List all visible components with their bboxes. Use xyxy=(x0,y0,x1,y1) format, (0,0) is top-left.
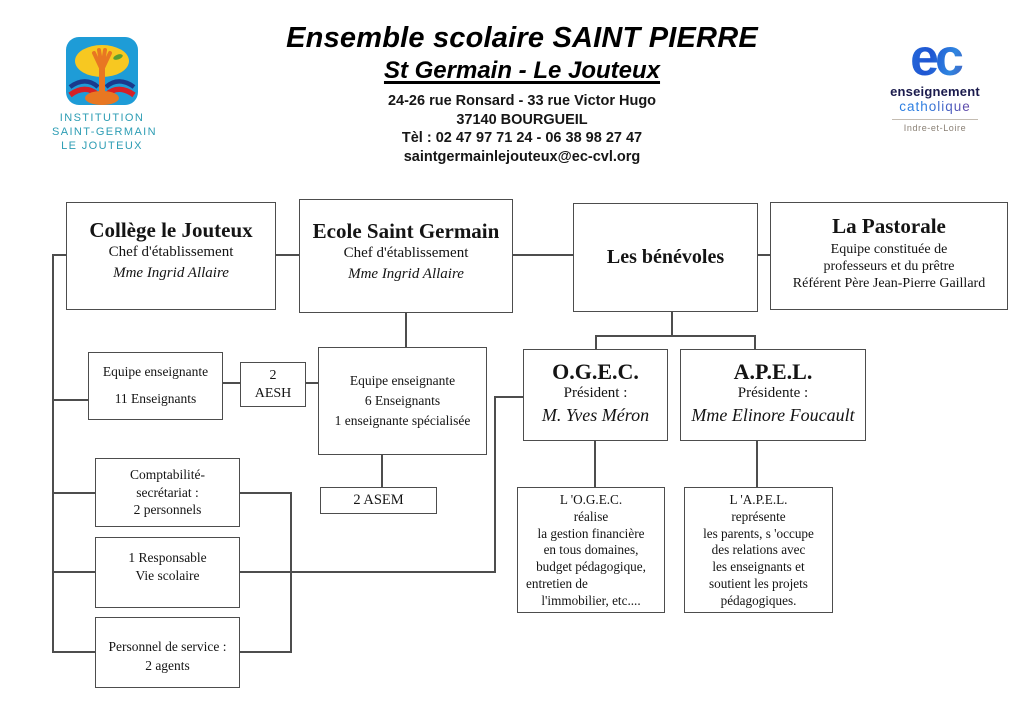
box-line: la gestion financière xyxy=(537,525,645,541)
box-line: AESH xyxy=(254,385,292,401)
institution-name-line2: SAINT-GERMAIN xyxy=(52,125,157,138)
box-line: Mme Ingrid Allaire xyxy=(348,266,464,283)
box-line: Chef d'établissement xyxy=(108,244,234,261)
box-line: 2 ASEM xyxy=(353,492,404,509)
org-box-ogec xyxy=(523,349,668,441)
box-line: Vie scolaire xyxy=(135,567,200,583)
box-line: l'immobilier, etc.... xyxy=(541,592,641,608)
box-line: Référent Père Jean-Pierre Gaillard xyxy=(792,276,986,292)
box-line: secrétariat : xyxy=(136,484,199,500)
org-box-pastorale xyxy=(770,202,1008,310)
box-line: pédagogiques. xyxy=(720,592,797,608)
box-line: professeurs et du prêtre xyxy=(823,259,955,275)
org-box-ogec-desc xyxy=(517,487,665,613)
connector-line xyxy=(513,254,574,256)
box-line: les parents, s 'occupe xyxy=(703,525,814,541)
connector-line xyxy=(494,396,524,398)
connector-line xyxy=(52,492,96,494)
connector-line xyxy=(223,382,241,384)
connector-line xyxy=(52,651,96,653)
connector-line xyxy=(671,312,673,336)
box-line: Equipe constituée de xyxy=(830,242,948,258)
org-box-asem xyxy=(320,487,437,514)
box-line: soutient les projets xyxy=(709,575,808,591)
connector-line xyxy=(381,455,383,488)
box-line: Présidente : xyxy=(737,385,809,402)
institution-tree-hand-icon xyxy=(65,36,139,106)
phone-line: Tèl : 02 47 97 71 24 - 06 38 98 27 47 xyxy=(401,130,643,147)
institution-logo xyxy=(52,36,157,153)
box-line: entretien de xyxy=(526,575,588,591)
box-line: 2 personnels xyxy=(133,502,202,518)
connector-line xyxy=(240,571,496,573)
connector-line xyxy=(52,254,67,256)
box-line: Personnel de service : xyxy=(108,639,227,655)
connector-line xyxy=(240,651,292,653)
org-box-benevoles xyxy=(573,203,758,312)
box-title: A.P.E.L. xyxy=(733,359,813,384)
box-line: Equipe enseignante xyxy=(102,364,209,380)
org-box-aesh xyxy=(240,362,306,407)
box-title: Collège le Jouteux xyxy=(89,218,253,242)
box-line: 1 enseignante spécialisée xyxy=(334,413,471,429)
org-box-college xyxy=(66,202,276,310)
box-title: O.G.E.C. xyxy=(552,359,639,384)
box-line: Président : xyxy=(563,385,628,402)
connector-line xyxy=(405,313,407,348)
box-line: Mme Ingrid Allaire xyxy=(113,265,229,282)
box-line: des relations avec xyxy=(711,542,806,558)
box-title: Les bénévoles xyxy=(606,246,725,268)
box-line: 11 Enseignants xyxy=(114,391,197,407)
box-line: en tous domaines, xyxy=(543,542,639,558)
org-box-compta xyxy=(95,458,240,527)
box-line: L 'O.G.E.C. xyxy=(559,492,623,507)
connector-line xyxy=(595,335,756,337)
connector-line xyxy=(754,335,756,350)
box-line: réalise xyxy=(573,508,609,524)
box-line: L 'A.P.E.L. xyxy=(729,492,788,507)
connector-line xyxy=(290,492,292,653)
connector-line xyxy=(595,335,597,350)
box-line: représente xyxy=(731,508,786,524)
address-line2: 37140 BOURGUEIL xyxy=(456,111,588,128)
ec-logo-mark: ec xyxy=(880,34,990,83)
ec-logo-divider xyxy=(892,119,978,120)
ec-logo-line2: catholique xyxy=(880,99,990,114)
email-line: saintgermainlejouteux@ec-cvl.org xyxy=(403,148,641,165)
connector-line xyxy=(756,441,758,488)
connector-line xyxy=(52,399,89,401)
box-line: Equipe enseignante xyxy=(349,372,456,388)
box-line: 2 agents xyxy=(145,657,190,673)
connector-line xyxy=(52,571,96,573)
institution-name-line3: LE JOUTEUX xyxy=(61,139,143,152)
org-box-equipe-ecole xyxy=(318,347,487,455)
org-box-equipe-college xyxy=(88,352,223,420)
org-box-ecole xyxy=(299,199,513,313)
box-line: Comptabilité- xyxy=(130,467,205,483)
address-line1: 24-26 rue Ronsard - 33 rue Victor Hugo xyxy=(387,93,657,109)
connector-line xyxy=(240,492,292,494)
box-line: 6 Enseignants xyxy=(364,392,441,408)
box-line: les enseignants et xyxy=(712,559,805,575)
org-box-responsable xyxy=(95,537,240,608)
box-line: budget pédagogique, xyxy=(536,559,646,575)
box-line: Mme Elinore Foucault xyxy=(691,404,855,425)
ec-logo-line3: Indre-et-Loire xyxy=(903,123,967,134)
box-line: 2 xyxy=(269,368,277,383)
box-line: Chef d'établissement xyxy=(343,245,469,262)
box-title: La Pastorale xyxy=(832,214,946,238)
ec-logo-line1: enseignement xyxy=(890,84,980,100)
page-subtitle: St Germain - Le Jouteux xyxy=(383,57,661,84)
box-title: Ecole Saint Germain xyxy=(312,219,500,243)
box-line: M. Yves Méron xyxy=(541,404,650,425)
page-title: Ensemble scolaire SAINT PIERRE xyxy=(286,22,758,54)
connector-line xyxy=(494,396,496,573)
ec-logo xyxy=(880,29,990,134)
connector-line xyxy=(52,254,54,652)
org-box-apel xyxy=(680,349,866,441)
header-block xyxy=(262,22,782,166)
institution-name-line1: INSTITUTION xyxy=(59,112,145,124)
connector-line xyxy=(594,441,596,488)
org-box-apel-desc xyxy=(684,487,833,613)
org-box-personnel xyxy=(95,617,240,688)
connector-line xyxy=(276,254,300,256)
box-line: 1 Responsable xyxy=(128,550,207,565)
